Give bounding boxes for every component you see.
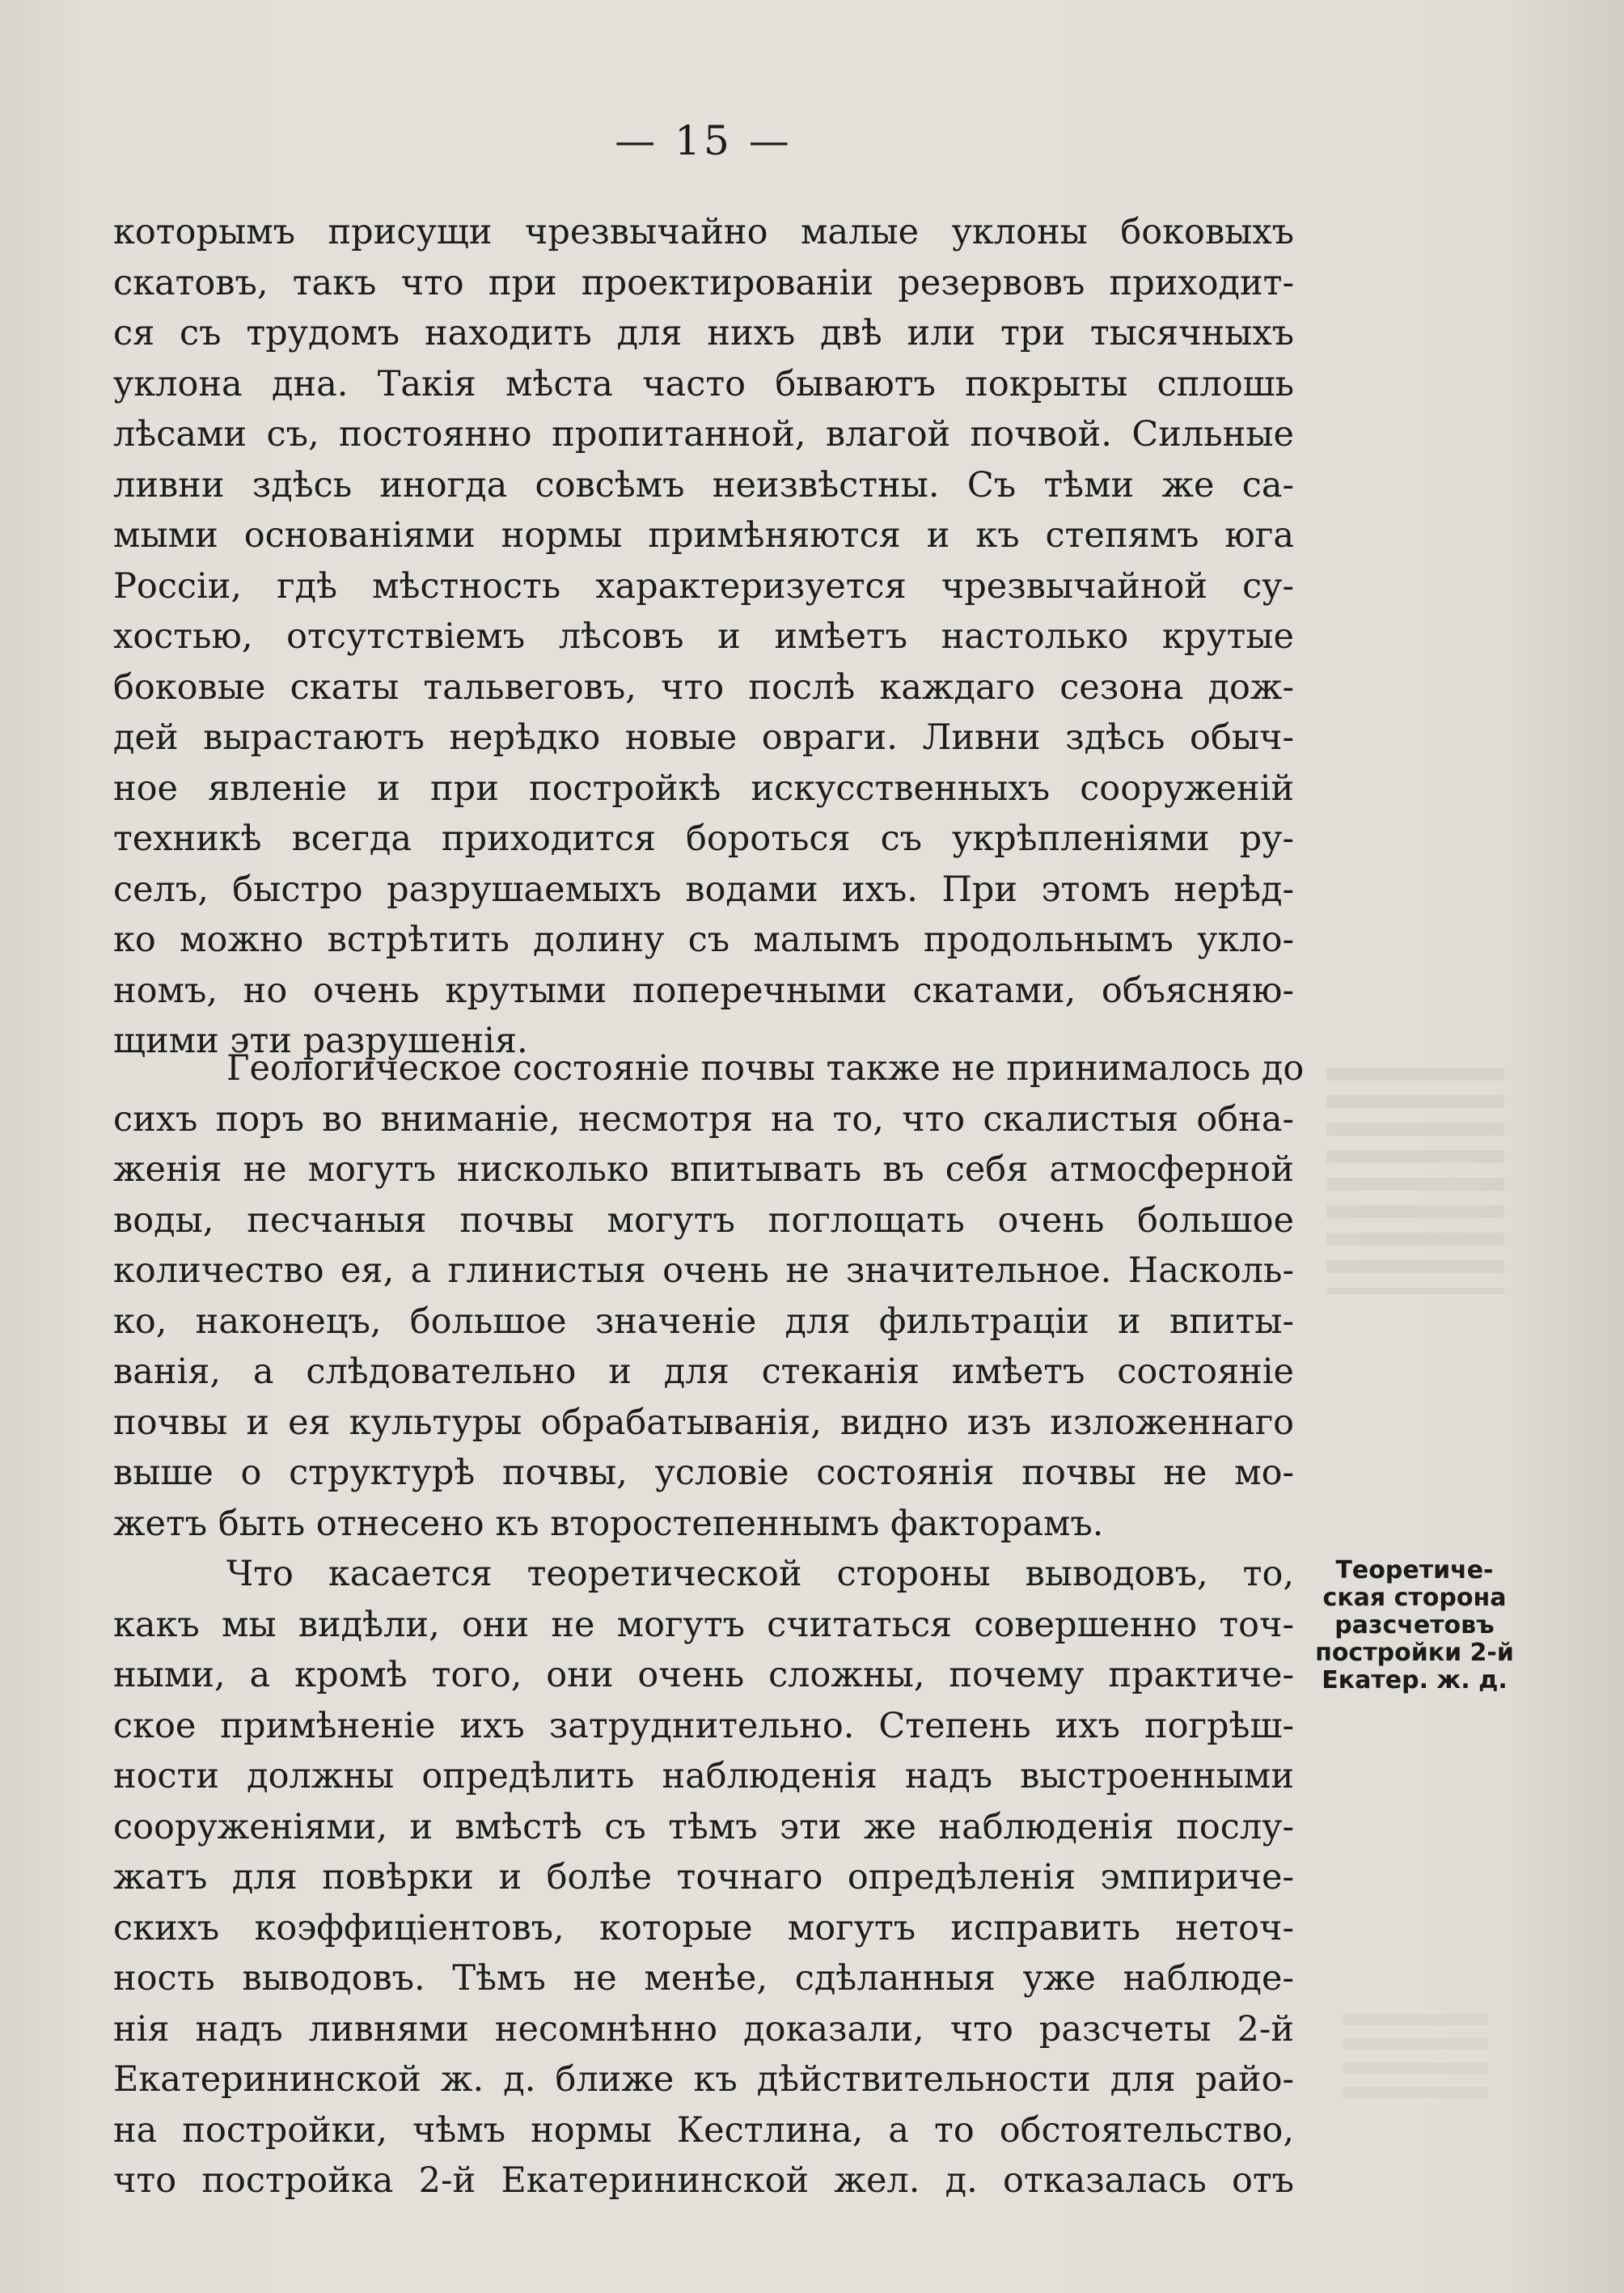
text-line: ся съ трудомъ находить для нихъ двѣ или три тысячныхъ [113, 313, 1294, 353]
bleed-through-text [1343, 2014, 1488, 2103]
paragraph-1 [113, 207, 1294, 1067]
text-line: лѣсами съ, постоянно пропитанной, влагой почвой. Сильные [113, 414, 1294, 455]
text-line: хостью, отсутствіемъ лѣсовъ и имѣетъ настолько крутые [113, 616, 1294, 657]
text-line: мыми основаніями нормы примѣняются и къ степямъ юга [113, 515, 1294, 556]
text-line: выше о структурѣ почвы, условіе состоянія почвы не мо- [113, 1453, 1294, 1493]
text-line: почвы и ея культуры обрабатыванія, видно изъ изложеннаго [113, 1402, 1294, 1443]
text-line: ность выводовъ. Тѣмъ не менѣе, сдѣланныя уже наблюде- [113, 1958, 1294, 1999]
text-line: жатъ для повѣрки и болѣе точнаго опредѣленія эмпириче- [113, 1857, 1294, 1897]
paragraph-2 [113, 1043, 1305, 1549]
text-line: щими эти разрушенія. [113, 1021, 528, 1061]
text-line: на постройки, чѣмъ нормы Кестлина, а то обстоятельство, [113, 2109, 1294, 2151]
text-line: воды, песчаныя почвы могутъ поглощать очень большое [113, 1199, 1294, 1241]
text-line: ными, а кромѣ того, они очень сложны, почему практиче- [113, 1655, 1294, 1695]
text-line: номъ, но очень крутыми поперечными скатами, объясняю- [113, 970, 1294, 1011]
paragraph-3 [113, 1549, 1294, 2206]
text-line: ко можно встрѣтить долину съ малымъ продольнымъ укло- [113, 920, 1294, 960]
text-line: ливни здѣсь иногда совсѣмъ неизвѣстны. Съ тѣми же са- [113, 464, 1294, 506]
margin-note-line: разсчетовъ [1334, 1611, 1495, 1639]
margin-note-line: Екатер. ж. д. [1322, 1666, 1508, 1694]
text-line: Екатерининской ж. д. ближе къ дѣйствительности для райо- [113, 2059, 1294, 2100]
text-line: какъ мы видѣли, они не могутъ считаться совершенно точ- [113, 1604, 1294, 1645]
margin-note [1309, 1557, 1520, 1694]
text-line: ко, наконецъ, большое значеніе для фильтраціи и впиты- [113, 1301, 1294, 1342]
text-line: уклона дна. Такія мѣста часто бываютъ покрыты сплошь [113, 363, 1294, 404]
margin-note-line: ская сторона [1322, 1584, 1507, 1612]
text-line: Геологическое состояніе почвы также не принималось до [226, 1048, 1305, 1089]
text-line: техникѣ всегда приходится бороться съ укрѣпленіями ру- [113, 819, 1294, 859]
text-line: ванія, а слѣдовательно и для стеканія имѣетъ состояніе [113, 1352, 1294, 1392]
text-line: боковые скаты тальвеговъ, что послѣ каждаго сезона дож- [113, 666, 1294, 708]
text-line: нія надъ ливнями несомнѣнно доказали, что разсчеты 2-й [113, 2008, 1294, 2050]
text-line: дей вырастаютъ нерѣдко новые овраги. Ливни здѣсь обыч- [113, 717, 1294, 758]
text-line: жетъ быть отнесено къ второстепеннымъ факторамъ. [113, 1503, 1104, 1544]
text-line: селъ, быстро разрушаемыхъ водами ихъ. При этомъ нерѣд- [113, 869, 1294, 910]
text-line: сооруженіями, и вмѣстѣ съ тѣмъ эти же наблюденія послу- [113, 1806, 1294, 1847]
text-line: ности должны опредѣлить наблюденія надъ выстроенными [113, 1756, 1294, 1796]
text-line: которымъ присущи чрезвычайно малые уклоны боковыхъ [113, 212, 1294, 252]
text-line: количество ея, а глинистыя очень не значительное. Насколь- [113, 1250, 1294, 1291]
text-line: Что касается теоретической стороны выводовъ, то, [226, 1554, 1294, 1594]
bleed-through-text [1326, 1068, 1504, 1294]
text-line: скатовъ, такъ что при проектированіи резервовъ приходит- [113, 262, 1294, 303]
margin-note-line: Теоретиче- [1335, 1556, 1494, 1584]
text-line: что постройка 2-й Екатерининской жел. д. отказалась отъ [113, 2160, 1294, 2201]
text-line: сихъ поръ во вниманіе, несмотря на то, что скалистыя обна- [113, 1098, 1294, 1140]
text-line: ское примѣненіе ихъ затруднительно. Степень ихъ погрѣш- [113, 1705, 1294, 1746]
text-line: скихъ коэффиціентовъ, которые могутъ исправить неточ- [113, 1907, 1294, 1948]
text-line: Россіи, гдѣ мѣстность характеризуется чрезвычайной су- [113, 565, 1294, 607]
text-line: женія не могутъ нисколько впитывать въ себя атмосферной [113, 1149, 1294, 1190]
margin-note-line: постройки 2-й [1315, 1639, 1514, 1667]
page-number: — 15 — [615, 117, 793, 164]
text-line: ное явленіе и при постройкѣ искусственныхъ сооруженій [113, 768, 1294, 809]
